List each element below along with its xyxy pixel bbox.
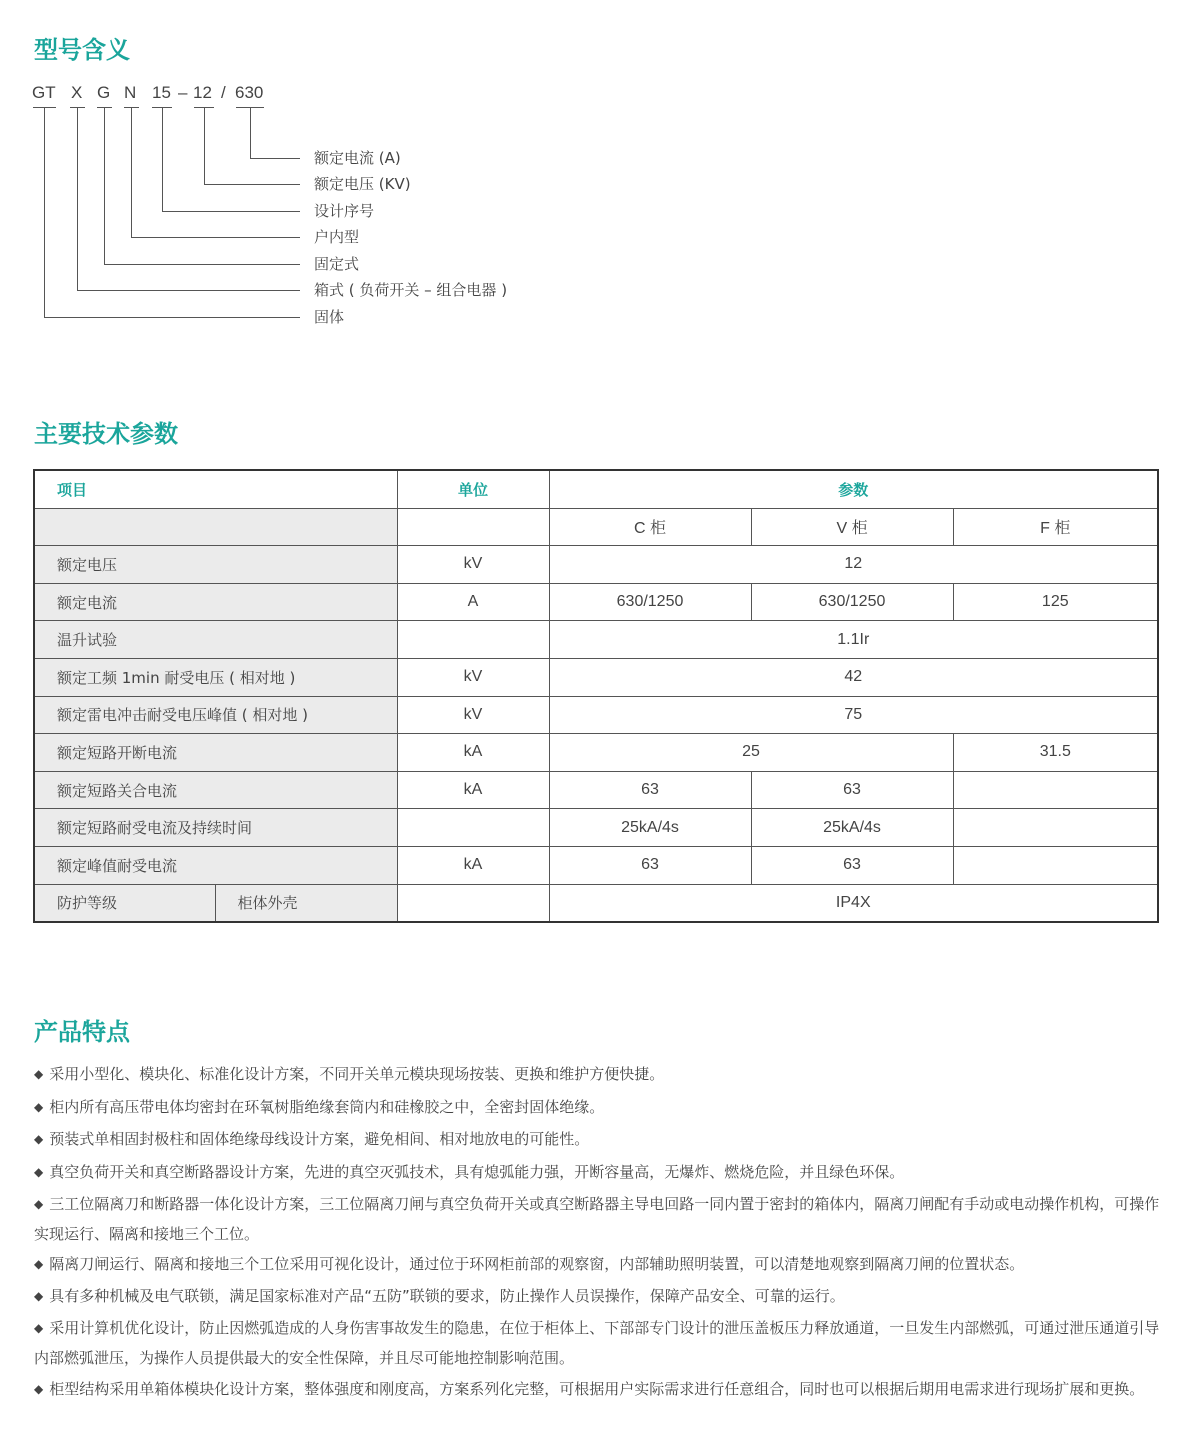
subheader-c: C 柜	[549, 508, 751, 546]
row-value-v: 63	[751, 771, 953, 809]
row-unit: kA	[397, 771, 549, 809]
diamond-bullet-icon: ◆	[34, 1132, 44, 1146]
subheader-v: V 柜	[751, 508, 953, 546]
feature-item	[34, 1060, 1162, 1090]
code-g: G	[97, 83, 111, 102]
row-value-v: 63	[751, 846, 953, 884]
protection-item: 防护等级	[34, 884, 215, 922]
row-value-c: 63	[549, 846, 751, 884]
row-value-f	[953, 846, 1158, 884]
feature-item	[34, 1250, 1162, 1280]
feature-item	[34, 1190, 1162, 1249]
feature-text: 柜型结构采用单箱体模块化设计方案，整体强度和刚度高，方案系列化完整，可根据用户实际需求进行任意组合，同时也可以根据后期用电需求进行现场扩展和更换。	[49, 1380, 1145, 1398]
row-item: 额定电流	[34, 583, 397, 621]
row-item: 额定雷电冲击耐受电压峰值 ( 相对地 )	[34, 696, 397, 734]
header-item: 项目	[34, 470, 397, 508]
feature-item	[34, 1125, 1162, 1155]
row-value-v: 630/1250	[751, 583, 953, 621]
table-row	[34, 546, 1158, 584]
feature-item	[34, 1375, 1162, 1405]
row-value: 1.1Ir	[549, 621, 1158, 659]
diamond-bullet-icon: ◆	[34, 1382, 44, 1396]
code-15: 15	[152, 83, 171, 102]
feature-item	[34, 1093, 1162, 1123]
feature-text: 柜内所有高压带电体均密封在环氧树脂绝缘套筒内和硅橡胶之中，全密封固体绝缘。	[49, 1098, 605, 1116]
subheader-empty	[34, 508, 397, 546]
label-rated-current: 额定电流 (A)	[314, 149, 401, 167]
row-unit: kA	[397, 846, 549, 884]
label-solid: 固体	[314, 308, 345, 326]
row-unit	[397, 621, 549, 659]
table-row	[34, 583, 1158, 621]
spec-table	[33, 469, 1159, 923]
table-row	[34, 734, 1158, 772]
subheader-unit-empty	[397, 508, 549, 546]
table-row	[34, 846, 1158, 884]
row-value-v: 25kA/4s	[751, 809, 953, 847]
diamond-bullet-icon: ◆	[34, 1289, 44, 1303]
diamond-bullet-icon: ◆	[34, 1067, 44, 1081]
feature-text: 三工位隔离刀和断路器一体化设计方案，三工位隔离刀闸与真空负荷开关或真空断路器主导电回路一同内置于密封的箱体内，隔离刀闸配有手动或电动操作机构，可操作实现运行、隔离和接地三个工位。	[34, 1195, 1160, 1243]
row-value-f: 31.5	[953, 734, 1158, 772]
feature-text: 隔离刀闸运行、隔离和接地三个工位采用可视化设计，通过位于环网柜前部的观察窗，内部辅助照明装置，可以清楚地观察到隔离刀闸的位置状态。	[49, 1255, 1025, 1273]
features-section-title: 产品特点	[34, 1018, 130, 1046]
diamond-bullet-icon: ◆	[34, 1321, 44, 1335]
spec-section-title: 主要技术参数	[34, 420, 178, 448]
table-row	[34, 771, 1158, 809]
row-item: 额定电压	[34, 546, 397, 584]
protection-value: IP4X	[549, 884, 1158, 922]
row-unit: kV	[397, 658, 549, 696]
row-value-c: 63	[549, 771, 751, 809]
leader-rated-current	[251, 108, 301, 159]
diamond-bullet-icon: ◆	[34, 1165, 44, 1179]
row-value: 42	[549, 658, 1158, 696]
row-value-c: 25kA/4s	[549, 809, 751, 847]
label-box-type: 箱式 ( 负荷开关 – 组合电器 )	[314, 281, 508, 299]
row-value-f: 125	[953, 583, 1158, 621]
feature-text: 具有多种机械及电气联锁，满足国家标准对产品“五防”联锁的要求，防止操作人员误操作，保障产品安全、可靠的运行。	[49, 1287, 845, 1305]
row-item: 额定短路耐受电流及持续时间	[34, 809, 397, 847]
feature-text: 真空负荷开关和真空断路器设计方案，先进的真空灭弧技术，具有熄弧能力强，开断容量高，无爆炸、燃烧危险，并且绿色环保。	[49, 1163, 905, 1181]
code-12: 12	[193, 83, 212, 102]
code-slash: /	[221, 83, 226, 102]
row-value-f	[953, 771, 1158, 809]
protection-sub: 柜体外壳	[215, 884, 397, 922]
model-connector-lines	[0, 0, 320, 340]
subheader-f: F 柜	[953, 508, 1158, 546]
code-x: X	[71, 83, 83, 102]
table-subheader-row	[34, 508, 1158, 546]
model-section-title: 型号含义	[34, 36, 130, 64]
leader-box-type	[78, 108, 301, 291]
row-item: 额定短路开断电流	[34, 734, 397, 772]
row-value-f	[953, 809, 1158, 847]
feature-text: 预装式单相固封极柱和固体绝缘母线设计方案，避免相间、相对地放电的可能性。	[49, 1130, 590, 1148]
row-value-c: 630/1250	[549, 583, 751, 621]
header-unit: 单位	[397, 470, 549, 508]
label-design-number: 设计序号	[314, 202, 375, 220]
leader-rated-voltage	[205, 108, 301, 185]
code-gt: GT	[32, 83, 56, 102]
row-unit	[397, 809, 549, 847]
table-row	[34, 696, 1158, 734]
table-row	[34, 621, 1158, 659]
leader-fixed	[105, 108, 301, 265]
leader-design-number	[163, 108, 301, 212]
code-n: N	[124, 83, 137, 102]
protection-unit	[397, 884, 549, 922]
row-unit: A	[397, 583, 549, 621]
row-value: 12	[549, 546, 1158, 584]
leader-solid	[45, 108, 301, 318]
diamond-bullet-icon: ◆	[34, 1197, 44, 1211]
diamond-bullet-icon: ◆	[34, 1100, 44, 1114]
row-item: 额定峰值耐受电流	[34, 846, 397, 884]
row-item: 额定短路关合电流	[34, 771, 397, 809]
row-unit: kV	[397, 546, 549, 584]
table-row	[34, 658, 1158, 696]
feature-item	[34, 1158, 1162, 1188]
row-value-cv: 25	[549, 734, 953, 772]
feature-text: 采用小型化、模块化、标准化设计方案，不同开关单元模块现场按装、更换和维护方便快捷。	[49, 1065, 665, 1083]
row-item: 温升试验	[34, 621, 397, 659]
header-params: 参数	[549, 470, 1158, 508]
diamond-bullet-icon: ◆	[34, 1257, 44, 1271]
label-fixed: 固定式	[314, 255, 360, 273]
table-row	[34, 809, 1158, 847]
row-unit: kV	[397, 696, 549, 734]
row-value: 75	[549, 696, 1158, 734]
row-item: 额定工频 1min 耐受电压 ( 相对地 )	[34, 658, 397, 696]
code-630: 630	[235, 83, 264, 102]
feature-text: 采用计算机优化设计，防止因燃弧造成的人身伤害事故发生的隐患，在位于柜体上、下部部专门设计的泄压盖板压力释放通道，一旦发生内部燃弧，可通过泄压通道引导内部燃弧泄压，为操作人员提供最大的安全性保障，并且尽可能地控制影响范围。	[34, 1319, 1160, 1367]
code-dash: –	[178, 83, 188, 102]
table-row-protection	[34, 884, 1158, 922]
label-rated-voltage: 额定电压 (KV)	[314, 175, 411, 193]
label-indoor: 户内型	[314, 228, 360, 246]
row-unit: kA	[397, 734, 549, 772]
feature-item	[34, 1314, 1162, 1373]
leader-indoor	[132, 108, 301, 238]
table-header-row	[34, 470, 1158, 508]
feature-item	[34, 1282, 1162, 1312]
